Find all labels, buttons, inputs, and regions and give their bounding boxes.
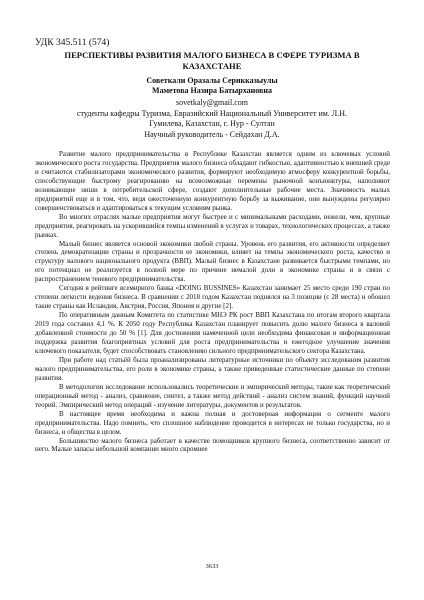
body-paragraph: Развитие малого предпринимательства в Республике Казахстан является одним из ключевых условий экономического роста государства. Предприятия малого бизнеса обладают гибкостью, адаптивностью к внешней среде и считаются стабилизаторами экономического развития, формируют необходимую атмосферу конкурентной борьбы, способствующие быстрому реагированию на всевозможные перемены рыночной конъюнктуры, наполняют возникающие ниши в потребительской сфере, создают дополнительные рабочие места. Значимость малых предприятий еще и в том, что, ведя ожесточенную конкурентную борьбу за выживание, они вынуждены регулярно совершенствоваться и адаптироваться к текущим условиям рынка.: [35, 150, 390, 212]
author-name: Маметова Назира Батырхановна: [152, 86, 272, 95]
author-affiliation: [40, 98, 384, 140]
body-paragraph: При работе над статьёй была проанализированы литературные источники по объекту исследования развития малого предпринимательства, его роли в экономике страны, а также приведенные статистические данные по степени развития.: [35, 355, 390, 382]
article-title: [40, 50, 384, 71]
udc-code: УДК 345.511 (574): [35, 38, 110, 48]
affiliation-line: студенты кафедры Туризма, Евразийский Национальный Университет им. Л.Н.: [76, 108, 347, 118]
author-list: [40, 76, 384, 96]
body-paragraph: Во многих отраслях малые предприятия могут быстрее и с минимальными расходами, нежели, чем, крупные предприятия, реагировать на ускорившийся темпы изменений в услугах и товарах, технологических процессах, а также рынках.: [35, 212, 390, 239]
supervisor: Научный руководитель - Сейдахан Д.А.: [144, 129, 280, 139]
author-email: sovetkaly@gmail.com: [175, 98, 249, 107]
title-line: КАЗАХСТАНЕ: [182, 60, 242, 71]
title-line: ПЕРСПЕКТИВЫ РАЗВИТИЯ МАЛОГО БИЗНЕСА В СФЕРЕ ТУРИЗМА В: [64, 50, 360, 60]
author-name: Советкали Оразалы Серикказыулы: [146, 76, 278, 85]
body-paragraph: По оперативным данным Комитета по статистике МНЭ РК рост ВВП Казахстана по итогам второго квартала 2019 года составил 4,1 %. К 2050 году Республика Казахстан планирует повысить долю малого бизнеса в валовой добавленной стоимости до 50 % [1]. Для достижения намеченной цели необходима финансовая и информационная поддержка развития благоприятных условий для роста предпринимательства и ежегодное улучшение значения ключевого показателя, будет способствовать становлению сильного предпринимательского сектора Казахстана.: [35, 311, 390, 355]
body-paragraph: В методологии исследование использовались теоретические и эмпирический методы, такие как теоретический операционный метод - анализ, сравнение, синтез, а также метод действий - анализ систем знаний, функций научной теорий. Эмпирический метод операций - изучение литературы, документов и результатов.: [35, 382, 390, 409]
body-paragraph: Малый бизнес является основой экономики любой страны. Уровень его развития, его активности определяет степень демократизации страны и прозрачности ее экономики, влияет на темпы экономического роста, качество и структуру валового национального продукта (ВВП). Малый бизнес в Казахстане развивается быстрыми темпами, но его потенциал не реализуется в полной мере по причине немалой доли в экономике страны и в связи с распространением теневого предпринимательства.: [35, 239, 390, 284]
body-paragraph: В настоящее время необходима и важна полная и достоверная информация о сегменте малого предпринимательства. Надо помнить, что сплошное наблюдение проводится в интересах не только государства, но и бизнеса, и общества в целом.: [35, 409, 390, 436]
affiliation-line: Гумилева, Казахстан, г. Нур - Султан: [149, 119, 275, 128]
article-body: [35, 150, 390, 454]
body-paragraph: Сегодня в рейтинге всемирного банка «DOING BUSSINES» Казахстан занимает 25 место среди 190 стран по степени легкости ведения бизнеса. В сравнении с 2018 годом Казахстан поднялся на 3 позиции (с 28 места) и обошел такие страны как Исландия, Австрия, Россия, Япония и другие [2].: [35, 284, 390, 311]
page-number: 3633: [205, 563, 219, 570]
body-paragraph: Большинство малого бизнеса работает в качестве помощников крупного бизнеса, соответственно зависит от него. Малые запасы небольшой компании много скромнее: [35, 436, 390, 454]
